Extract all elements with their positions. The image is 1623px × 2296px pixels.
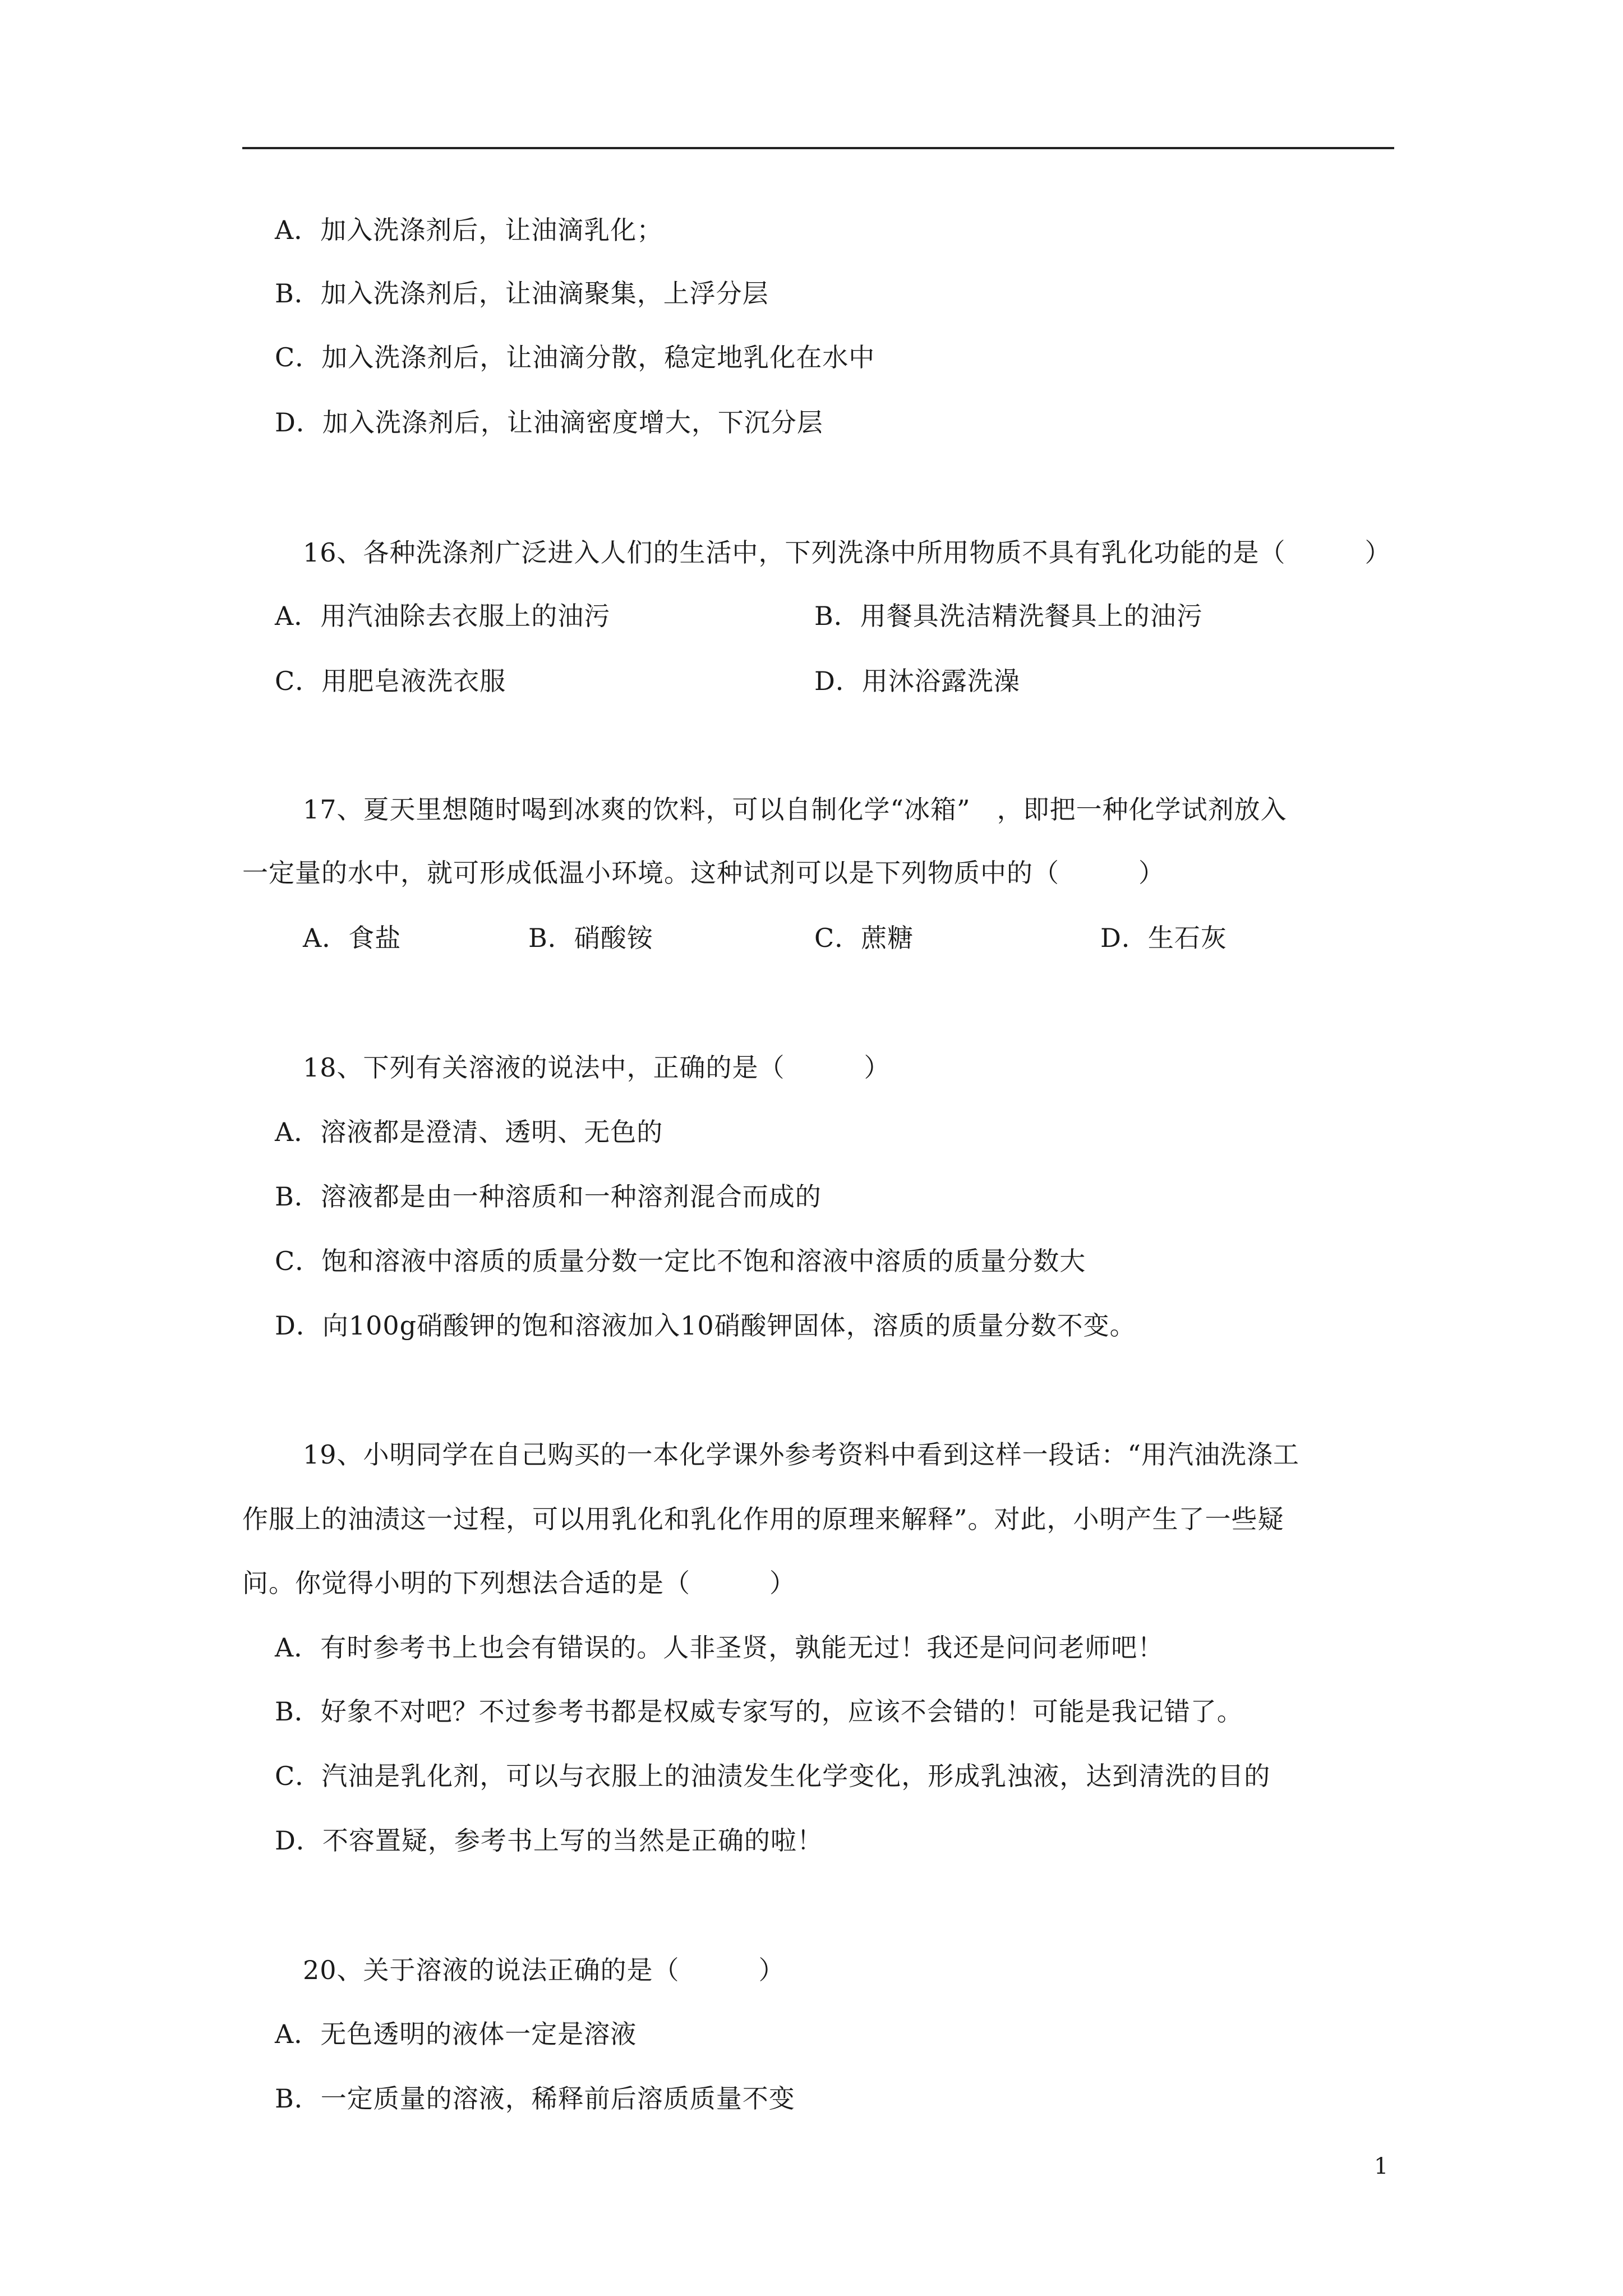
q17-option-c: C．蔗糖 bbox=[814, 923, 914, 953]
q15-option-c: C．加入洗涤剂后，让油滴分散，稳定地乳化在水中 bbox=[275, 342, 875, 372]
q20-stem: 20、关于溶液的说法正确的是（ ） bbox=[303, 1955, 785, 1985]
q18-option-d: D．向100g硝酸钾的饱和溶液加入10硝酸钾固体，溶质的质量分数不变。 bbox=[275, 1310, 1136, 1341]
q17-option-a: A．食盐 bbox=[303, 923, 402, 953]
q19-option-c: C．汽油是乳化剂，可以与衣服上的油渍发生化学变化，形成乳浊液，达到清洗的目的 bbox=[275, 1761, 1271, 1791]
q20-option-a: A．无色透明的液体一定是溶液 bbox=[275, 2019, 637, 2049]
q16-option-c: C．用肥皂液洗衣服 bbox=[275, 666, 506, 696]
q17-option-d: D．生石灰 bbox=[1100, 923, 1227, 953]
q17-stem-line1: 17、夏天里想随时喝到冰爽的饮料，可以自制化学“冰箱” ，即把一种化学试剂放入 bbox=[303, 794, 1287, 825]
q18-stem: 18、下列有关溶液的说法中，正确的是（ ） bbox=[303, 1052, 891, 1083]
q20-option-b: B．一定质量的溶液，稀释前后溶质质量不变 bbox=[275, 2083, 795, 2114]
q19-stem-line1: 19、小明同学在自己购买的一本化学课外参考资料中看到这样一段话：“用汽油洗涤工 bbox=[303, 1439, 1300, 1470]
q18-option-c: C．饱和溶液中溶质的质量分数一定比不饱和溶液中溶质的质量分数大 bbox=[275, 1246, 1086, 1276]
page-number: 1 bbox=[1374, 2154, 1389, 2179]
q15-option-d: D．加入洗涤剂后，让油滴密度增大，下沉分层 bbox=[275, 407, 823, 438]
header-rule bbox=[242, 147, 1394, 149]
q15-option-b: B．加入洗涤剂后，让油滴聚集，上浮分层 bbox=[275, 278, 769, 309]
q16-option-a: A．用汽油除去衣服上的油污 bbox=[275, 601, 611, 631]
q19-stem-line2: 作服上的油渍这一过程，可以用乳化和乳化作用的原理来解释”。对此，小明产生了一些疑 bbox=[242, 1504, 1284, 1534]
q16-option-d: D．用沐浴露洗澡 bbox=[814, 666, 1020, 696]
q16-option-b: B．用餐具洗洁精洗餐具上的油污 bbox=[814, 601, 1203, 631]
q19-option-a: A．有时参考书上也会有错误的。人非圣贤，孰能无过！我还是问问老师吧！ bbox=[275, 1632, 1164, 1663]
q17-stem-line2: 一定量的水中，就可形成低温小环境。这种试剂可以是下列物质中的（ ） bbox=[242, 858, 1165, 888]
q17-option-b: B．硝酸铵 bbox=[528, 923, 653, 953]
q15-option-a: A．加入洗涤剂后，让油滴乳化； bbox=[275, 215, 663, 245]
q19-stem-line3: 问。你觉得小明的下列想法合适的是（ ） bbox=[242, 1568, 796, 1598]
q19-option-d: D．不容置疑，参考书上写的当然是正确的啦！ bbox=[275, 1825, 823, 1856]
q19-option-b: B．好象不对吧？不过参考书都是权威专家写的，应该不会错的！可能是我记错了。 bbox=[275, 1696, 1243, 1727]
q18-option-a: A．溶液都是澄清、透明、无色的 bbox=[275, 1117, 663, 1147]
q18-option-b: B．溶液都是由一种溶质和一种溶剂混合而成的 bbox=[275, 1181, 822, 1212]
q16-stem: 16、各种洗涤剂广泛进入人们的生活中，下列洗涤中所用物质不具有乳化功能的是（ ） bbox=[303, 537, 1391, 568]
